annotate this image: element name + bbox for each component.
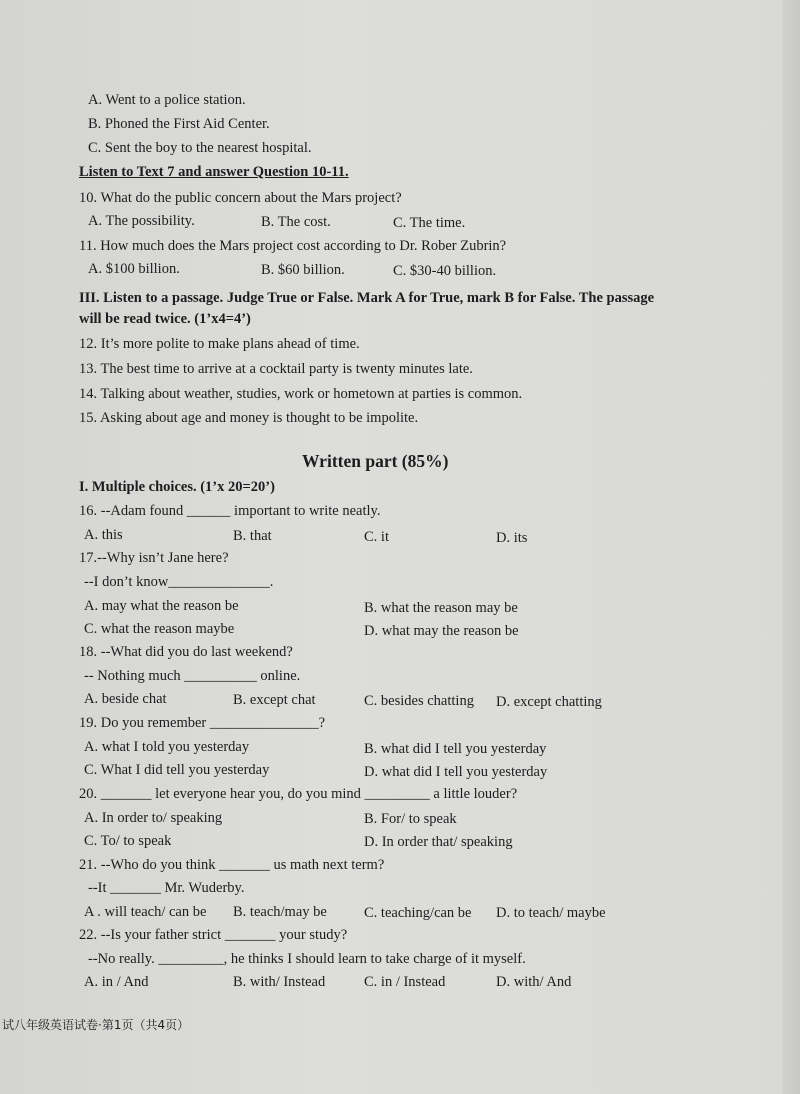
q18-response: -- Nothing much __________ online.	[84, 668, 301, 684]
page-footer: 试八年级英语试卷·第1页（共4页）	[2, 1018, 190, 1032]
section-instruction: Listen to Text 7 and answer Question 10-11.	[79, 164, 349, 180]
q22-option-c: C. in / Instead	[364, 974, 446, 990]
q21-response: --It _______ Mr. Wuderby.	[88, 880, 245, 896]
q17-response: --I don’t know______________.	[84, 574, 274, 590]
q20-option-d: D. In order that/ speaking	[364, 834, 513, 850]
q10-option-c: C. The time.	[393, 215, 466, 231]
section-3-heading-cont: will be read twice. (1’x4=4’)	[79, 311, 251, 327]
q10-option-a: A. The possibility.	[88, 213, 195, 229]
question-12: 12. It’s more polite to make plans ahead of time.	[79, 336, 360, 352]
question-16: 16. --Adam found ______ important to write neatly.	[79, 503, 381, 519]
question-20: 20. _______ let everyone hear you, do you mind _________ a little louder?	[79, 786, 518, 802]
question-21: 21. --Who do you think _______ us math next term?	[79, 857, 385, 873]
q17-option-c: C. what the reason maybe	[84, 621, 235, 637]
section-3-heading: III. Listen to a passage. Judge True or False. Mark A for True, mark B for False. The passage	[79, 290, 655, 306]
q16-option-c: C. it	[364, 529, 389, 545]
question-15: 15. Asking about age and money is thought to be impolite.	[79, 410, 419, 426]
q22-option-d: D. with/ And	[496, 974, 572, 990]
q17-option-d: D. what may the reason be	[364, 623, 519, 639]
q21-option-b: B. teach/may be	[233, 904, 327, 920]
q16-option-b: B. that	[233, 528, 272, 544]
question-19: 19. Do you remember _______________?	[79, 715, 326, 731]
q16-option-a: A. this	[84, 527, 123, 543]
question-18: 18. --What did you do last weekend?	[79, 644, 293, 660]
question-10: 10. What do the public concern about the Mars project?	[79, 190, 402, 206]
q20-option-b: B. For/ to speak	[364, 811, 457, 827]
q11-option-c: C. $30-40 billion.	[393, 263, 497, 279]
question-17: 17.--Why isn’t Jane here?	[79, 550, 229, 566]
question-22: 22. --Is your father strict _______ your study?	[79, 927, 348, 943]
q19-option-b: B. what did I tell you yesterday	[364, 741, 547, 757]
q17-option-a: A. may what the reason be	[84, 598, 239, 614]
q17-option-b: B. what the reason may be	[364, 600, 518, 616]
option-c: C. Sent the boy to the nearest hospital.	[88, 140, 312, 156]
q19-option-a: A. what I told you yesterday	[84, 739, 250, 755]
option-b: B. Phoned the First Aid Center.	[88, 116, 270, 132]
q20-option-a: A. In order to/ speaking	[84, 810, 223, 826]
q22-response: --No really. _________, he thinks I should learn to take charge of it myself.	[88, 951, 526, 967]
q21-option-d: D. to teach/ maybe	[496, 905, 606, 921]
page-edge-shadow	[782, 0, 800, 1094]
q21-option-a: A . will teach/ can be	[84, 904, 207, 920]
q18-option-d: D. except chatting	[496, 694, 602, 710]
written-part-title: Written part (85%)	[302, 451, 449, 471]
q20-option-c: C. To/ to speak	[84, 833, 172, 849]
question-14: 14. Talking about weather, studies, work or hometown at parties is common.	[79, 386, 523, 402]
q22-option-b: B. with/ Instead	[233, 974, 326, 990]
q19-option-d: D. what did I tell you yesterday	[364, 764, 548, 780]
question-13: 13. The best time to arrive at a cocktail party is twenty minutes late.	[79, 361, 473, 377]
option-a: A. Went to a police station.	[88, 92, 246, 108]
q18-option-a: A. beside chat	[84, 691, 167, 707]
q10-option-b: B. The cost.	[261, 214, 331, 230]
q18-option-c: C. besides chatting	[364, 693, 474, 709]
q11-option-b: B. $60 billion.	[261, 262, 345, 278]
q22-option-a: A. in / And	[84, 974, 149, 990]
q16-option-d: D. its	[496, 530, 528, 546]
q11-option-a: A. $100 billion.	[88, 261, 180, 277]
section-1-heading: I. Multiple choices. (1’x 20=20’)	[79, 479, 275, 495]
q18-option-b: B. except chat	[233, 692, 316, 708]
q19-option-c: C. What I did tell you yesterday	[84, 762, 270, 778]
question-11: 11. How much does the Mars project cost according to Dr. Rober Zubrin?	[79, 238, 507, 254]
q21-option-c: C. teaching/can be	[364, 905, 472, 921]
